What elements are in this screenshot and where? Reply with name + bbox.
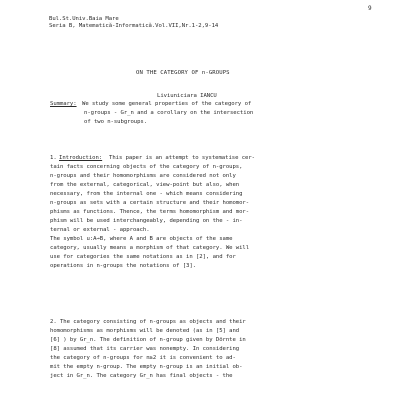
summary-line: We study some general properties of the category of — [82, 101, 252, 107]
paper-title: ON THE CATEGORY OF n-GROUPS — [136, 70, 230, 76]
journal-line-1: Bul.St.Univ.Baia Mare — [49, 16, 119, 22]
section-2-line: homomorphisms as morphisms will be denoted (as in [5] and — [50, 328, 240, 334]
section-1-line: ternal or external - approach. — [50, 227, 150, 233]
section-2-line: [8] assumed that its carrier was nonempty. In considering — [50, 346, 240, 352]
section-2-line: the category of n-groups for n≥2 it is convenient to ad- — [50, 355, 236, 361]
section-1-line: phism will be used interchangeably, depending on the - in- — [50, 218, 243, 224]
summary-label: Summary: — [50, 101, 77, 107]
summary-line: of two n-subgroups. — [84, 119, 148, 125]
section-2-line: 2. The category consisting of n-groups as objects and their — [50, 319, 246, 325]
section-1-number: 1. — [50, 155, 57, 161]
section-1-line: tain facts concerning objects of the category of n-groups, — [50, 164, 243, 170]
section-2-line: ject in Gr_n. The category Gr_n has final objects - the — [50, 373, 233, 379]
author-name: Liviuniciara IANCU — [157, 93, 217, 99]
section-1-line: from the external, categorical, view-point but also, when — [50, 182, 240, 188]
summary-line: n-groups - Gr_n and a corollary on the intersection — [84, 110, 254, 116]
section-1-heading: Introduction: — [59, 155, 103, 161]
section-1-line: n-groups as sets with a certain structure and their homomor- — [50, 200, 250, 206]
section-2-line: [6] ) by Gr_n. The definition of n-group given by Dörnte in — [50, 337, 246, 343]
section-1-line: The symbol u:A→B, where A and B are objects of the same — [50, 236, 233, 242]
journal-line-2: Seria B, Matematică-Informatică.Vol.VII,Nr.1-2,9-14 — [49, 23, 219, 29]
section-1-line: use for categories the same notations as in [2], and for — [50, 254, 236, 260]
page-number: 9 — [368, 5, 372, 12]
section-1-line: necessary, from the internal one - which means considering — [50, 191, 243, 197]
section-1-line: n-groups and their homomorphisms are considered not only — [50, 173, 236, 179]
section-1-line: phisms as functions. Thence, the terms homomorphism and mor- — [50, 209, 250, 215]
section-1-first-line: This paper is an attempt to systematise cer- — [109, 155, 255, 161]
section-1-line: operations in n-groups the notations of [3]. — [50, 263, 196, 269]
section-1-line: category, usually means a morphism of that category. We will — [50, 245, 250, 251]
section-2-line: mit the empty n-group. The empty n-group is an initial ob- — [50, 364, 243, 370]
